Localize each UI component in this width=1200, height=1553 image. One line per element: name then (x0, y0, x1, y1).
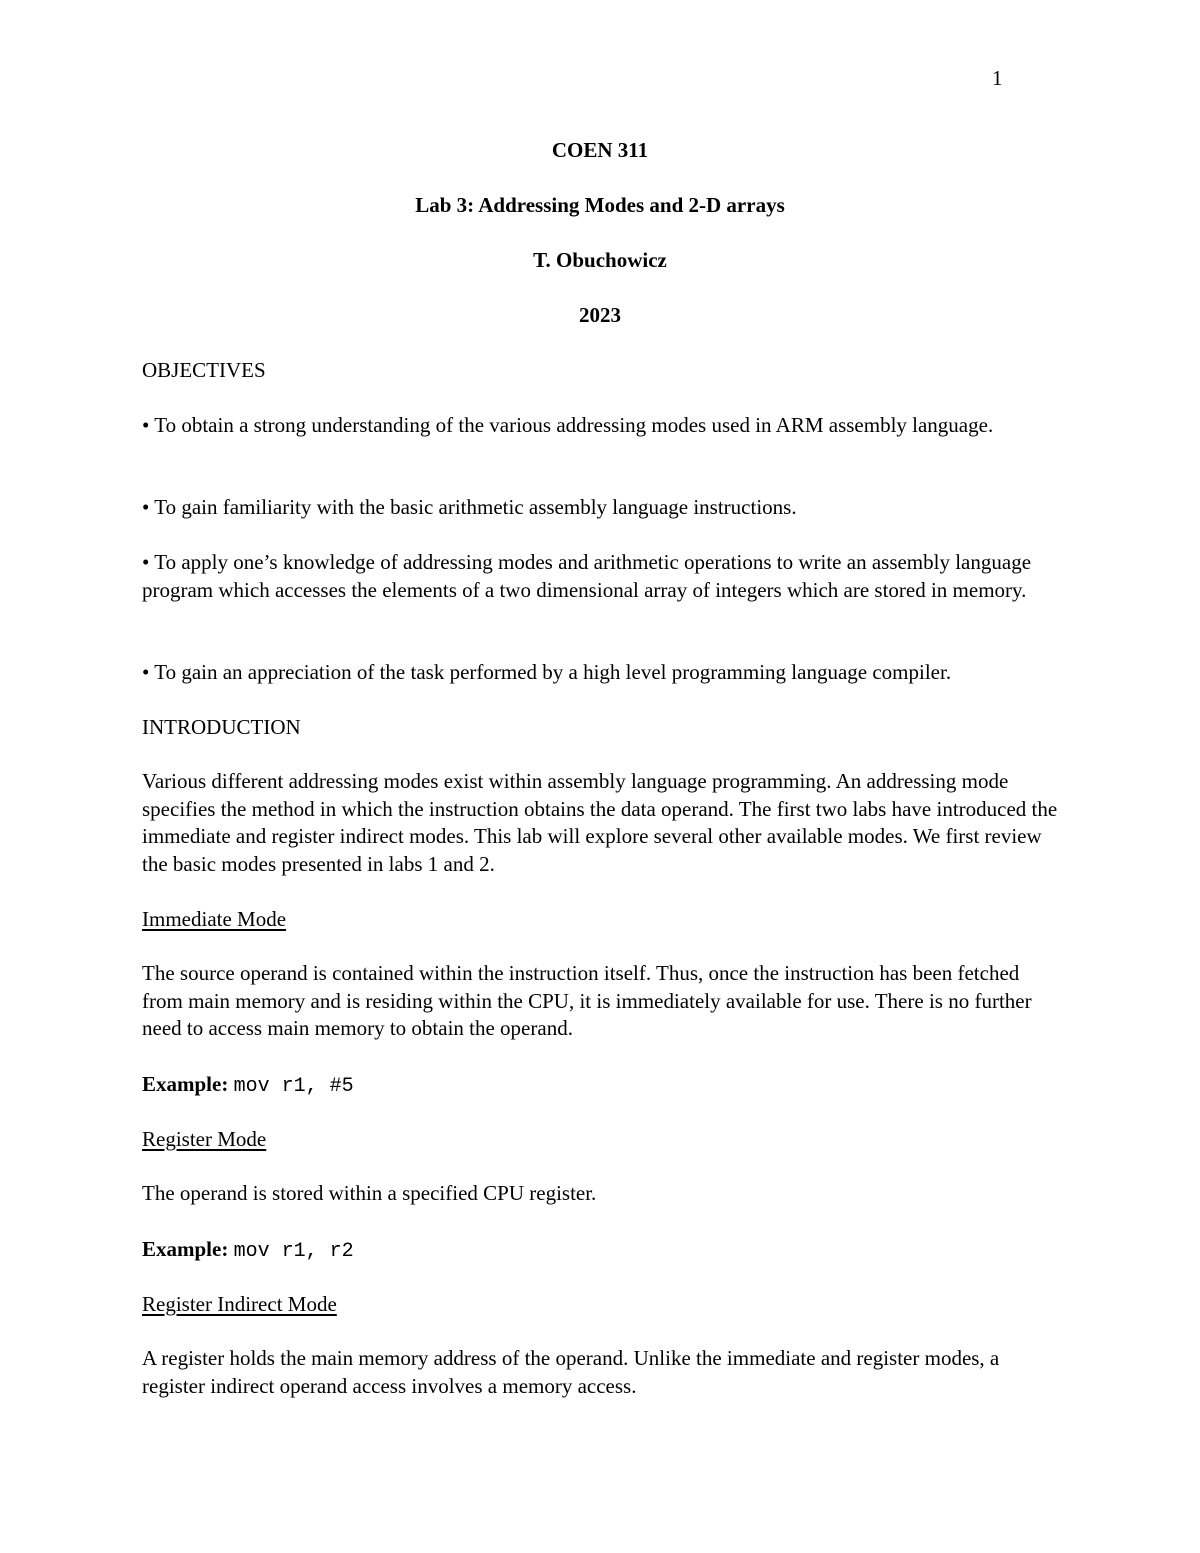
objectives-heading: OBJECTIVES (142, 358, 266, 382)
register-indirect-mode-description: A register holds the main memory address of the operand. Unlike the immediate and register modes, a register indirect operand access involves a memory access. (142, 1346, 1000, 1398)
immediate-mode-title: Immediate Mode (142, 907, 287, 931)
objective-item-4: • To gain an appreciation of the task performed by a high level programming language compiler. (142, 660, 952, 684)
introduction-paragraph: Various different addressing modes exist within assembly language programming. An addressing mode specifies the method in which the instruction obtains the data operand. The first two labs have introduced the immediate and register indirect modes. This lab will explore several other available modes. We first review the basic modes presented in labs 1 and 2. (142, 769, 1058, 876)
course-title: COEN 311 (551, 138, 649, 162)
register-mode-description: The operand is stored within a specified CPU register. (142, 1181, 597, 1205)
immediate-mode-description: The source operand is contained within the instruction itself. Thus, once the instruction has been fetched from main memory and is residing within the CPU, it is immediately available for use. There is no further need to access main memory to obtain the operand. (142, 961, 1032, 1040)
register-mode-example (142, 1235, 354, 1266)
example-label: Example: (142, 1237, 229, 1261)
immediate-mode-example (142, 1070, 354, 1101)
objective-item-1: • To obtain a strong understanding of the various addressing modes used in ARM assembly language. (142, 413, 994, 437)
example-label: Example: (142, 1072, 229, 1096)
example-code: mov r1, r2 (233, 1240, 354, 1263)
introduction-heading: INTRODUCTION (142, 715, 301, 739)
objective-item-2: • To gain familiarity with the basic arithmetic assembly language instructions. (142, 495, 797, 519)
register-indirect-mode-title: Register Indirect Mode (142, 1292, 337, 1316)
year: 2023 (579, 303, 621, 327)
register-mode-title: Register Mode (142, 1127, 267, 1151)
author: T. Obuchowicz (533, 248, 667, 272)
page-number: 1 (992, 66, 1003, 90)
example-code: mov r1, #5 (233, 1075, 354, 1098)
objective-item-3: • To apply one’s knowledge of addressing modes and arithmetic operations to write an assembly language program which accesses the elements of a two dimensional array of integers which are stored in memory. (142, 550, 1032, 602)
lab-title: Lab 3: Addressing Modes and 2-D arrays (415, 193, 785, 217)
